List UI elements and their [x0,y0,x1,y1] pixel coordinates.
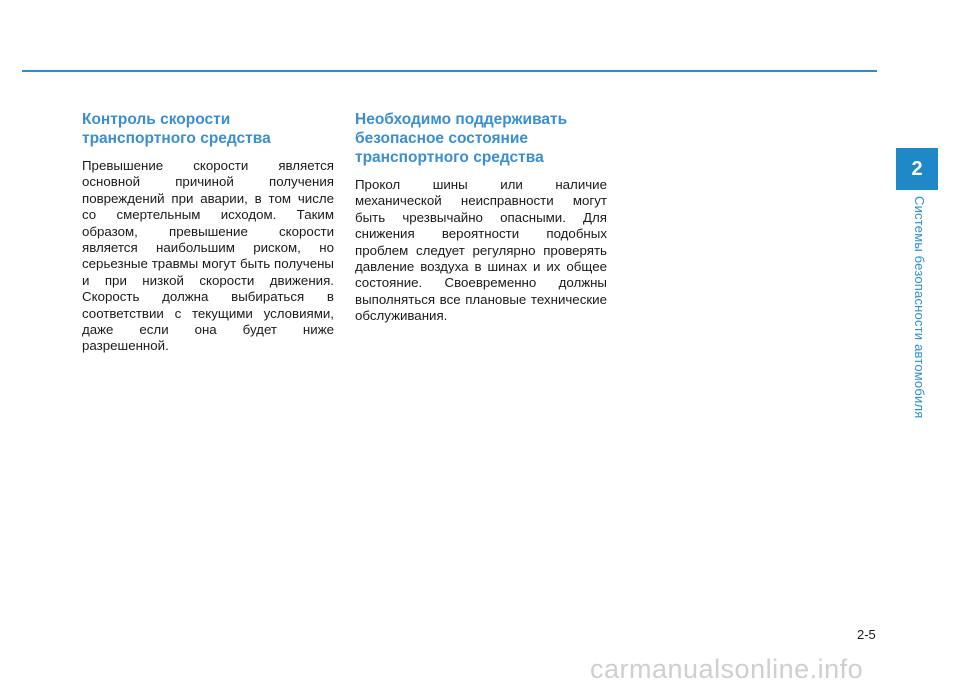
section-heading-vehicle-condition: Необходимо поддерживать безопасное состояние транспортного средства [355,111,568,166]
section-paragraph-speed-control: Превышение скорости является основной причиной получения повреждений при аварии, в том числе со смертельным исходом. Таким образом, превышение скорости является наибольшим риском, но серьезные травмы могут быть получены и при низкой скорости движения. Скорость должна выбираться в соответствии с текущими условиями, даже если она будет ниже разрешенной. [82,158,334,354]
top-divider [22,70,877,72]
watermark-link[interactable]: carmanualsonline.info [590,654,864,684]
section-heading-speed-control: Контроль скорости транспортного средства [82,111,271,147]
section-speed-control [82,110,334,355]
section-vehicle-condition [355,110,607,325]
chapter-tab [896,148,938,190]
section-paragraph-vehicle-condition: Прокол шины или наличие механической неисправности могут быть чрезвычайно опасными. Для снижения вероятности подобных проблем следует регулярно проверять давление воздуха в шинах и их общее состояние. Своевременно должны выполняться все плановые технические обслуживания. [355,177,607,324]
chapter-number: 2 [911,157,923,180]
chapter-title: Системы безопасности автомобиля [912,196,927,419]
page-number: 2-5 [857,627,876,642]
